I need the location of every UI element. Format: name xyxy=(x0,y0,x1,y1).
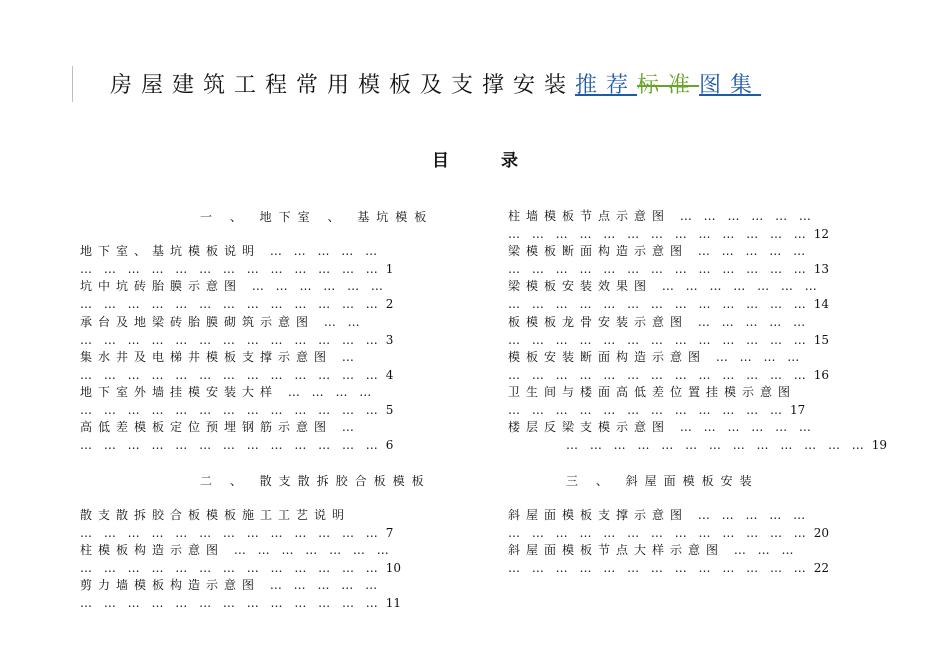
toc-entry-dots: … … … … … xyxy=(269,578,382,592)
toc-entry-dots: … xyxy=(341,420,358,434)
title-main: 房屋建筑工程常用模板及支撑安装 xyxy=(110,73,576,98)
toc-entry-title: 地下室外墙挂模安装大样 xyxy=(80,385,279,399)
toc-entry-title: 坑中坑砖胎膜示意图 xyxy=(80,279,243,293)
left-margin-rule xyxy=(72,66,73,102)
toc-entry-dots: … … … … … … … … … … … … … xyxy=(80,402,382,417)
toc-entry-page: 2 xyxy=(385,296,394,311)
toc-entry[interactable] xyxy=(508,384,805,419)
toc-heading xyxy=(0,146,950,171)
document-title xyxy=(110,68,761,99)
toc-entry-page: 11 xyxy=(385,595,402,610)
toc-entry-page: 5 xyxy=(385,402,394,417)
toc-entry[interactable] xyxy=(80,507,393,542)
toc-entry-title: 承台及地梁砖胎膜砌筑示意图 xyxy=(80,315,315,329)
toc-entry-dots: … … … … … … xyxy=(251,279,387,293)
toc-entry-page: 1 xyxy=(385,261,394,276)
toc-entry-page: 14 xyxy=(813,296,830,311)
toc-heading-char-1: 目 xyxy=(432,151,449,171)
toc-entry-title: 柱墙模板节点示意图 xyxy=(508,209,671,223)
toc-entry-dots: … … xyxy=(323,315,364,329)
toc-entry-dots: … … … … … … … … … … … … … xyxy=(80,437,382,452)
toc-entry[interactable] xyxy=(80,384,393,419)
toc-entry[interactable] xyxy=(508,278,829,313)
toc-entry-dots: … … … … … … … … … … … … … xyxy=(80,332,382,347)
toc-entry-dots: … … … … … … … … … … … … … xyxy=(508,332,810,347)
toc-entry[interactable] xyxy=(508,419,887,454)
toc-entry[interactable] xyxy=(80,419,393,454)
toc-entry-dots: … … … … … xyxy=(697,244,810,258)
toc-entry-title: 斜屋面模板节点大样示意图 xyxy=(508,543,725,557)
toc-entry[interactable] xyxy=(80,243,393,278)
toc-entry-title: 梁模板安装效果图 xyxy=(508,279,653,293)
toc-entry-page: 3 xyxy=(385,332,394,347)
section-heading-2: 二 、 散支散拆胶合板模板 xyxy=(200,474,431,488)
toc-entry[interactable] xyxy=(508,243,829,278)
toc-entry-title: 柱模板构造示意图 xyxy=(80,543,225,557)
toc-entry-title: 集水井及电梯井模板支撑示意图 xyxy=(80,350,333,364)
toc-entry-dots: … … … … … xyxy=(697,315,810,329)
toc-entry-page: 13 xyxy=(813,261,830,276)
toc-entry-dots: … … … … … … … … … … … … … xyxy=(80,261,382,276)
toc-entry-page: 7 xyxy=(385,525,394,540)
toc-entry-dots: … … … … … xyxy=(697,508,810,522)
toc-entry[interactable] xyxy=(508,349,829,384)
toc-entry-title: 板模板龙骨安装示意图 xyxy=(508,315,689,329)
toc-entry-dots: … … … … … … … xyxy=(661,279,821,293)
section-heading-1: 一 、 地下室 、 基坑模板 xyxy=(200,210,434,224)
toc-entry-page: 22 xyxy=(813,560,830,575)
toc-entry-title: 剪力墙模板构造示意图 xyxy=(80,578,261,592)
toc-entry[interactable] xyxy=(80,278,393,313)
toc-entry-page: 4 xyxy=(385,367,394,382)
toc-entry-title: 楼层反梁支模示意图 xyxy=(508,420,671,434)
toc-entry-title: 斜屋面模板支撑示意图 xyxy=(508,508,689,522)
toc-entry-dots: … … … … … … … … … … … … … xyxy=(80,296,382,311)
toc-entry-dots: … … … … xyxy=(715,350,804,364)
toc-entry-page: 17 xyxy=(789,402,806,417)
toc-entry-dots: … … … … … … … … … … … … … xyxy=(80,367,382,382)
toc-entry[interactable] xyxy=(80,542,401,577)
toc-entry-dots: … … … … … … xyxy=(679,420,815,434)
title-highlight-recommend: 推荐 xyxy=(575,73,638,98)
toc-entry-title: 地下室、基坑模板说明 xyxy=(80,244,261,258)
toc-entry[interactable] xyxy=(80,577,401,612)
toc-entry[interactable] xyxy=(80,349,393,384)
toc-entry-dots: … … … … … … … … … … … … … xyxy=(80,560,382,575)
toc-entry[interactable] xyxy=(508,542,829,577)
toc-heading-char-2: 录 xyxy=(501,151,518,171)
toc-entry-dots: … … … … … … … … … … … … … xyxy=(508,261,810,276)
toc-entry-dots: … xyxy=(341,350,358,364)
toc-entry-dots: … … … … xyxy=(287,385,376,399)
toc-entry-dots: … … … … … … … xyxy=(233,543,393,557)
title-highlight-atlas: 图集 xyxy=(699,73,762,98)
toc-entry-page: 10 xyxy=(385,560,402,575)
toc-entry[interactable] xyxy=(508,507,829,542)
toc-entry[interactable] xyxy=(508,208,829,243)
section-heading-3: 三 、 斜屋面模板安装 xyxy=(566,474,759,488)
toc-entry-title: 模板安装断面构造示意图 xyxy=(508,350,707,364)
toc-entry-dots: … … … … … … … … … … … … … xyxy=(508,525,810,540)
toc-entry-dots: … … … … … … … … … … … … … xyxy=(80,595,382,610)
toc-entry-page: 12 xyxy=(813,226,830,241)
toc-entry-dots: … … … … … … … … … … … … … xyxy=(566,437,868,452)
toc-entry-dots: … … … … … … … … … … … … … xyxy=(508,560,810,575)
title-highlight-standard: 标准 xyxy=(637,73,700,98)
toc-entry-title: 散支散拆胶合板模板施工工艺说明 xyxy=(80,508,351,522)
toc-entry[interactable] xyxy=(508,314,829,349)
toc-entry-dots: … … … … … … … … … … … … … xyxy=(508,296,810,311)
toc-entry-dots: … … … … … … … … … … … … … xyxy=(508,367,810,382)
toc-entry-dots: … … … … … xyxy=(269,244,382,258)
toc-entry-page: 6 xyxy=(385,437,394,452)
toc-entry-title: 梁模板断面构造示意图 xyxy=(508,244,689,258)
toc-entry-dots: … … … … … … … … … … … … … xyxy=(508,226,810,241)
toc-entry-dots: … … … … … … … … … … … … xyxy=(508,402,786,417)
toc-entry-title: 卫生间与楼面高低差位置挂模示意图 xyxy=(508,385,797,399)
toc-entry-page: 19 xyxy=(871,437,888,452)
toc-entry-title: 高低差模板定位预埋钢筋示意图 xyxy=(80,420,333,434)
toc-entry[interactable] xyxy=(80,314,393,349)
toc-entry-page: 20 xyxy=(813,525,830,540)
toc-entry-dots: … … … xyxy=(733,543,798,557)
toc-entry-page: 15 xyxy=(813,332,830,347)
toc-entry-dots: … … … … … … xyxy=(679,209,815,223)
toc-entry-page: 16 xyxy=(813,367,830,382)
toc-entry-dots: … … … … … … … … … … … … … xyxy=(80,525,382,540)
